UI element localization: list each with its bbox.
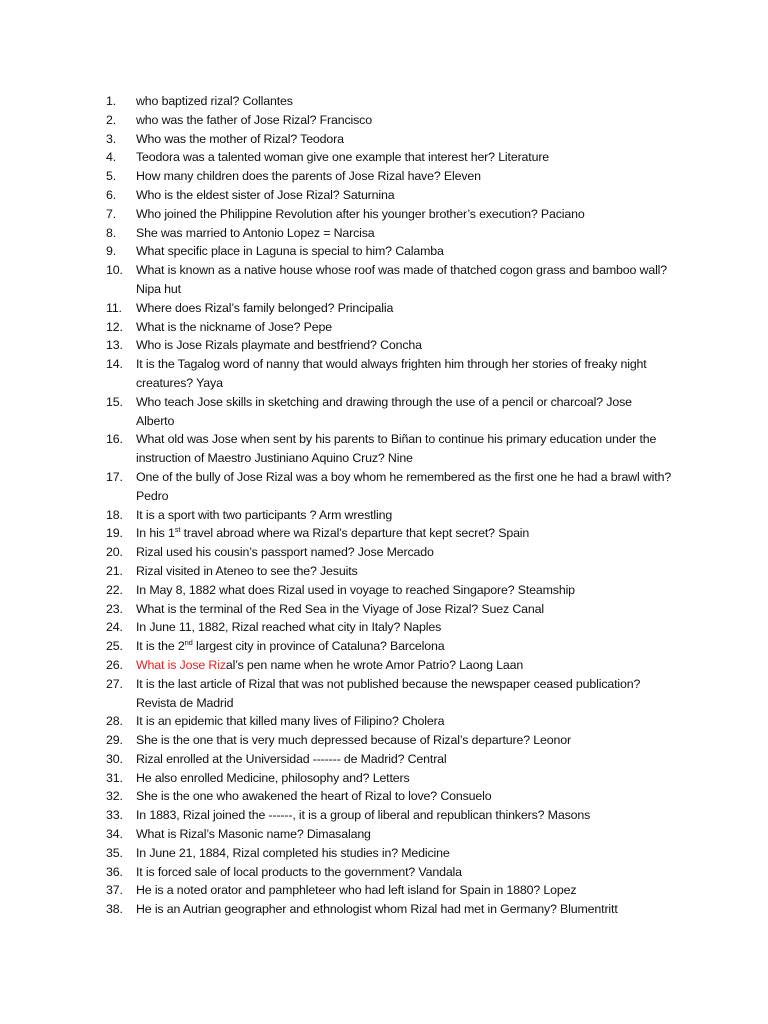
item-text — [136, 656, 672, 675]
item-number: 8. — [106, 225, 117, 240]
item-number: 19. — [106, 526, 123, 541]
list-item — [106, 731, 672, 750]
list-item — [106, 825, 672, 844]
list-item — [106, 543, 672, 562]
item-text: What is known as a native house whose roof was made of thatched cogon grass and bamboo wall? Nipa hut — [136, 263, 668, 296]
item-text: It is the last article of Rizal that was not published because the newspaper ceased publication? Revista de Madrid — [136, 676, 641, 710]
item-text: One of the bully of Jose Rizal was a boy whom he remembered as the first one he had a brawl with? Pedro — [136, 469, 672, 503]
list-item — [106, 506, 672, 525]
list-item — [106, 806, 672, 825]
item-number: 6. — [106, 187, 117, 202]
item-number: 28. — [106, 714, 123, 729]
list-item — [106, 242, 672, 261]
item-text: It is forced sale of local products to the government? Vandala — [136, 864, 462, 879]
list-item — [106, 656, 672, 675]
list-item — [106, 769, 672, 788]
item-number: 36. — [106, 864, 123, 879]
item-number: 22. — [106, 582, 123, 597]
list-item — [106, 600, 672, 619]
item-text: She was married to Antonio Lopez = Narcisa — [136, 225, 375, 240]
item-text: In 1883, Rizal joined the ------, it is a group of liberal and republican thinkers? Masons — [136, 808, 591, 823]
item-text: He also enrolled Medicine, philosophy and? Letters — [136, 770, 410, 785]
list-item — [106, 111, 672, 130]
item-text: Who was the mother of Rizal? Teodora — [136, 131, 344, 146]
list-item — [106, 618, 672, 637]
item-text: What is Rizal’s Masonic name? Dimasalang — [136, 827, 371, 842]
item-text: What is the nickname of Jose? Pepe — [136, 319, 333, 334]
question-list — [106, 92, 672, 919]
item-text: It is the Tagalog word of nanny that would always frighten him through her stories of freaky night creatures? Yaya — [136, 357, 647, 390]
item-text — [136, 637, 672, 656]
item-number: 23. — [106, 601, 123, 616]
item-number: 9. — [106, 244, 117, 259]
item-text: Teodora was a talented woman give one example that interest her? Literature — [136, 150, 550, 165]
item-number: 12. — [106, 319, 123, 334]
item-text-highlighted: What is Jose Riz — [136, 657, 226, 672]
item-number: 20. — [106, 545, 123, 560]
item-number: 3. — [106, 131, 117, 146]
item-number: 27. — [106, 676, 123, 691]
item-text-end: largest city in province of Cataluna? Barcelona — [192, 639, 445, 654]
item-text: It is an epidemic that killed many lives of Filipino? Cholera — [136, 714, 445, 729]
list-item — [106, 581, 672, 600]
list-item — [106, 299, 672, 318]
list-item — [106, 468, 672, 506]
item-number: 10. — [106, 263, 123, 278]
item-text-end: travel abroad where wa Rizal’s departure that kept secret? Spain — [180, 526, 530, 541]
item-number: 11. — [106, 300, 122, 315]
list-item — [106, 186, 672, 205]
item-text: What old was Jose when sent by his parents to Biñan to continue his primary education under the instruction of Maestro Justiniano Aquino Cruz? Nine — [136, 432, 657, 466]
item-text: Who teach Jose skills in sketching and drawing through the use of a pencil or charcoal? Jose Alberto — [136, 394, 632, 428]
list-item — [106, 148, 672, 167]
item-number: 14. — [106, 357, 123, 372]
item-text: In May 8, 1882 what does Rizal used in voyage to reached Singapore? Steamship — [136, 582, 575, 597]
list-item — [106, 430, 672, 468]
item-number: 4. — [106, 150, 117, 165]
item-number: 33. — [106, 808, 123, 823]
item-number: 38. — [106, 902, 123, 917]
item-text: How many children does the parents of Jose Rizal have? Eleven — [136, 169, 481, 184]
ordinal-suffix: st — [174, 525, 181, 535]
list-item — [106, 900, 672, 919]
item-number: 37. — [106, 883, 123, 898]
list-item — [106, 92, 672, 111]
item-text: It is a sport with two participants ? Arm wrestling — [136, 507, 393, 522]
item-number: 29. — [106, 733, 123, 748]
item-text — [136, 524, 672, 543]
list-item — [106, 261, 672, 299]
item-number: 17. — [106, 469, 123, 484]
item-number: 30. — [106, 751, 123, 766]
list-item — [106, 205, 672, 224]
item-number: 15. — [106, 394, 123, 409]
item-text: She is the one that is very much depressed because of Rizal’s departure? Leonor — [136, 733, 571, 748]
item-text: Who joined the Philippine Revolution after his younger brother’s execution? Paciano — [136, 206, 585, 221]
list-item — [106, 637, 672, 656]
item-text: He is a noted orator and pamphleteer who had left island for Spain in 1880? Lopez — [136, 883, 577, 898]
list-item — [106, 712, 672, 731]
list-item — [106, 224, 672, 243]
item-text-start: It is the 2 — [136, 639, 185, 654]
item-text: She is the one who awakened the heart of Rizal to love? Consuelo — [136, 789, 492, 804]
list-item — [106, 318, 672, 337]
item-text: In June 21, 1884, Rizal completed his studies in? Medicine — [136, 845, 450, 860]
item-text: What specific place in Laguna is special to him? Calamba — [136, 244, 444, 259]
item-text: who baptized rizal? Collantes — [136, 94, 293, 108]
item-number: 26. — [106, 657, 123, 672]
item-number: 2. — [106, 112, 117, 127]
item-number: 18. — [106, 507, 123, 522]
list-item — [106, 393, 672, 431]
list-item — [106, 562, 672, 581]
item-text: In June 11, 1882, Rizal reached what city in Italy? Naples — [136, 620, 442, 635]
item-text: Rizal used his cousin’s passport named? Jose Mercado — [136, 545, 434, 560]
ordinal-suffix: nd — [184, 638, 193, 648]
item-number: 24. — [106, 620, 123, 635]
item-text-start: In his 1 — [136, 526, 175, 541]
item-text-end: al’s pen name when he wrote Amor Patrio? Laong Laan — [225, 657, 524, 672]
item-text: Who is Jose Rizals playmate and bestfriend? Concha — [136, 338, 422, 353]
list-item — [106, 355, 672, 393]
item-number: 34. — [106, 827, 123, 842]
item-number: 5. — [106, 169, 117, 184]
item-number: 16. — [106, 432, 123, 447]
item-text: Where does Rizal’s family belonged? Principalia — [136, 300, 394, 315]
item-number: 32. — [106, 789, 123, 804]
item-number: 21. — [106, 563, 123, 578]
list-item — [106, 844, 672, 863]
list-item — [106, 130, 672, 149]
item-text: What is the terminal of the Red Sea in the Viyage of Jose Rizal? Suez Canal — [136, 601, 544, 616]
list-item — [106, 336, 672, 355]
list-item — [106, 881, 672, 900]
item-text: Rizal visited in Ateneo to see the? Jesuits — [136, 563, 358, 578]
item-number: 7. — [106, 206, 117, 221]
list-item — [106, 167, 672, 186]
list-item — [106, 524, 672, 543]
item-text: who was the father of Jose Rizal? Francisco — [136, 112, 372, 127]
list-item — [106, 863, 672, 882]
item-text: Who is the eldest sister of Jose Rizal? Saturnina — [136, 187, 395, 202]
list-item — [106, 787, 672, 806]
list-item — [106, 750, 672, 769]
list-item — [106, 675, 672, 713]
item-text: Rizal enrolled at the Universidad ------- de Madrid? Central — [136, 751, 447, 766]
item-text: He is an Autrian geographer and ethnologist whom Rizal had met in Germany? Blumentritt — [136, 902, 618, 917]
item-number: 35. — [106, 845, 123, 860]
item-number: 13. — [106, 338, 123, 353]
item-number: 25. — [106, 639, 123, 654]
item-number: 1. — [106, 94, 117, 108]
item-number: 31. — [106, 770, 123, 785]
